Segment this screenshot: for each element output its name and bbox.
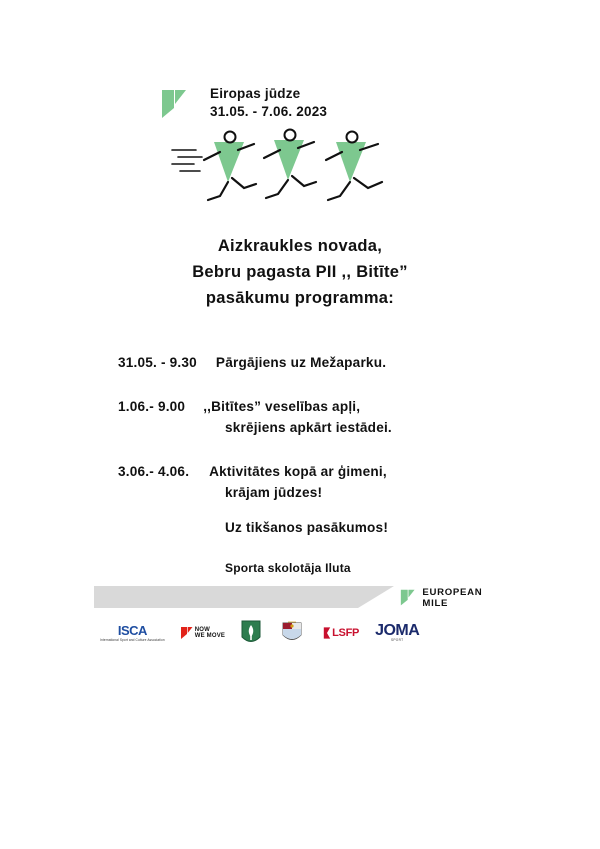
entry-activity: Pārgājiens uz Mežaparku. (215, 355, 387, 370)
nwm-line-1: NOW (194, 626, 210, 633)
title-line-3: pasākumu programma: (205, 289, 395, 307)
european-mile-badge (399, 587, 504, 609)
joma-logo (375, 621, 419, 645)
coat-of-arms-icon (277, 621, 307, 645)
isca-logo (100, 621, 165, 645)
isca-logo-subtext: International Sport and Culture Association (100, 637, 165, 642)
entry-activity: Aktivitātes kopā ar ģimeni, (209, 464, 387, 479)
event-title: Eiropas jūdze (210, 86, 301, 101)
entry-activity: ,,Bitītes” veselības apļi, (203, 399, 361, 414)
entry-date: 3.06.- 4.06. (118, 464, 190, 479)
isca-logo-text: ISCA (117, 623, 147, 639)
program-list (118, 352, 538, 526)
running-figures-illustration-icon (170, 126, 430, 206)
runner-figure (326, 132, 382, 201)
band-grey-bar (94, 586, 394, 608)
bottom-band (94, 586, 504, 608)
page-title (0, 233, 600, 311)
joma-logo-text: JOMA (375, 622, 420, 640)
list-item (118, 461, 538, 503)
entry-activity-cont: krājam jūdzes! (225, 485, 323, 500)
list-item (118, 396, 538, 438)
entry-date: 1.06.- 9.00 (118, 399, 186, 414)
entry-activity-cont: skrējiens apkārt iestādei. (225, 420, 392, 435)
chevron-mark-icon (181, 626, 193, 640)
runner-figure (204, 132, 256, 201)
band-label-text: EUROPEAN MILE (422, 587, 483, 609)
event-dates: 31.05. - 7.06. 2023 (210, 104, 328, 119)
now-we-move-logo (181, 621, 225, 645)
title-line-2: Bebru pagasta PII ,, Bitīte” (192, 263, 408, 281)
poster-header (0, 78, 600, 213)
lsfp-mark-icon (323, 626, 331, 640)
latvia-coat-of-arms (277, 621, 307, 645)
lsfp-logo (323, 621, 359, 645)
signature-line: Sporta skolotāja Iluta (225, 561, 351, 575)
title-line-1: Aizkraukles novada, (217, 237, 383, 255)
municipal-crest-icon (241, 620, 261, 646)
joma-logo-subtext: SPORT (390, 638, 404, 643)
european-mile-mark-icon (399, 588, 416, 608)
nwm-line-2: WE MOVE (194, 633, 226, 639)
runner-figure (264, 130, 316, 199)
header-inner (150, 78, 450, 208)
header-text (210, 86, 440, 119)
european-mile-mark-icon (158, 88, 190, 122)
lsfp-logo-text: LSFP (332, 627, 360, 639)
closing-line: Uz tikšanos pasākumos! (225, 520, 389, 535)
list-item (118, 352, 538, 373)
sponsor-logo-row (100, 618, 500, 648)
aizkraukles-novads-crest (241, 621, 261, 645)
entry-date: 31.05. - 9.30 (118, 355, 197, 370)
